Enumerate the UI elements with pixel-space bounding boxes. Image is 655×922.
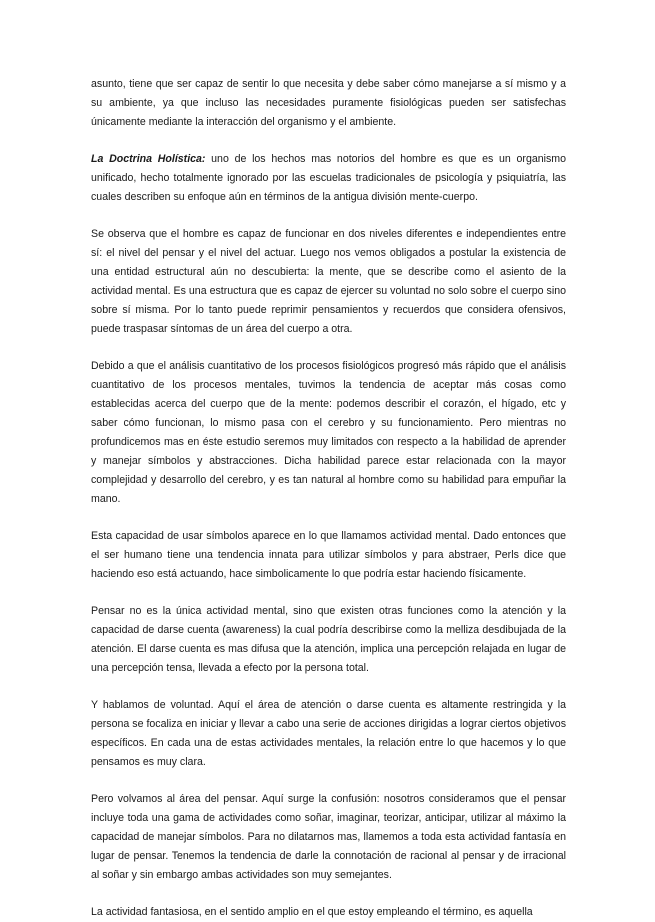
paragraph-text: uno de los hechos mas notorios del hombre es que es un organismo unificado, hecho totalmente ignorado por las escuelas tradicionales de psicología y psiquiatría, las cuales describen su enfoque aún en términos de la antigua división mente-cuerpo.	[91, 153, 566, 203]
paragraph	[91, 225, 566, 339]
paragraph-text: Se observa que el hombre es capaz de funcionar en dos niveles diferentes e independientes entre sí: el nivel del pensar y el nivel del actuar. Luego nos vemos obligados a postular la existencia de una entidad estructural aún no descubierta: la mente, que se describe como el asiento de la actividad mental. Es una estructura que es capaz de ejercer su voluntad no solo sobre el cuerpo sino sobre sí misma. Por lo tanto puede reprimir pensamientos y recuerdos que considera ofensivos, puede traspasar síntomas de un área del cuerpo a otra.	[91, 228, 566, 335]
paragraph-text: Debido a que el análisis cuantitativo de los procesos fisiológicos progresó más rápido que el análisis cuantitativo de los procesos mentales, tuvimos la tendencia de aceptar más cosas como establecidas acerca del cuerpo que de la mente: podemos describir el corazón, el hígado, etc y saber cómo funcionan, lo mismo pasa con el cerebro y su funcionamiento. Pero mientras no profundicemos mas en éste estudio seremos muy limitados con respecto a la habilidad de aprender y manejar símbolos y abstracciones. Dicha habilidad parece estar relacionada con la mayor complejidad y desarrollo del cerebro, y es tan natural al hombre como su habilidad para empuñar la mano.	[91, 360, 566, 505]
paragraph-lead-heading: La Doctrina Holística:	[91, 153, 206, 165]
paragraph	[91, 790, 566, 885]
paragraph-text: Y hablamos de voluntad. Aquí el área de atención o darse cuenta es altamente restringida y la persona se focaliza en iniciar y llevar a cabo una serie de acciones dirigidas a lograr ciertos objetivos específicos. En cada una de estas actividades mentales, la relación entre lo que hacemos y lo que pensamos es muy clara.	[91, 699, 566, 768]
paragraph-text: Pensar no es la única actividad mental, sino que existen otras funciones como la atención y la capacidad de darse cuenta (awareness) la cual podría describirse como la melliza desdibujada de la atención. El darse cuenta es mas difusa que la atención, implica una percepción relajada en lugar de una percepción tensa, llevada a efecto por la persona total.	[91, 605, 566, 674]
paragraph	[91, 357, 566, 509]
paragraph-text: asunto, tiene que ser capaz de sentir lo que necesita y debe saber cómo manejarse a sí mismo y a su ambiente, ya que incluso las necesidades puramente fisiológicas pueden ser satisfechas únicamente mediante la interacción del organismo y el ambiente.	[91, 78, 566, 128]
paragraph-text: La actividad fantasiosa, en el sentido amplio en el que estoy empleando el término, es aquella	[91, 906, 533, 918]
paragraph	[91, 696, 566, 772]
paragraph	[91, 150, 566, 207]
paragraph	[91, 75, 566, 132]
paragraph-text: Pero volvamos al área del pensar. Aquí surge la confusión: nosotros consideramos que el pensar incluye toda una gama de actividades como soñar, imaginar, teorizar, anticipar, utilizar al máximo la capacidad de manejar símbolos. Para no dilatarnos mas, llamemos a toda esta actividad fantasía en lugar de pensar. Tenemos la tendencia de darle la connotación de racional al pensar y de irracional al soñar y sin embargo ambas actividades son muy semejantes.	[91, 793, 566, 881]
paragraph	[91, 527, 566, 584]
paragraph	[91, 903, 566, 922]
paragraph-text: Esta capacidad de usar símbolos aparece en lo que llamamos actividad mental. Dado entonces que el ser humano tiene una tendencia innata para utilizar símbolos y para abstraer, Perls dice que haciendo eso está actuando, hace simbolicamente lo que podría estar haciendo físicamente.	[91, 530, 566, 580]
paragraph	[91, 602, 566, 678]
